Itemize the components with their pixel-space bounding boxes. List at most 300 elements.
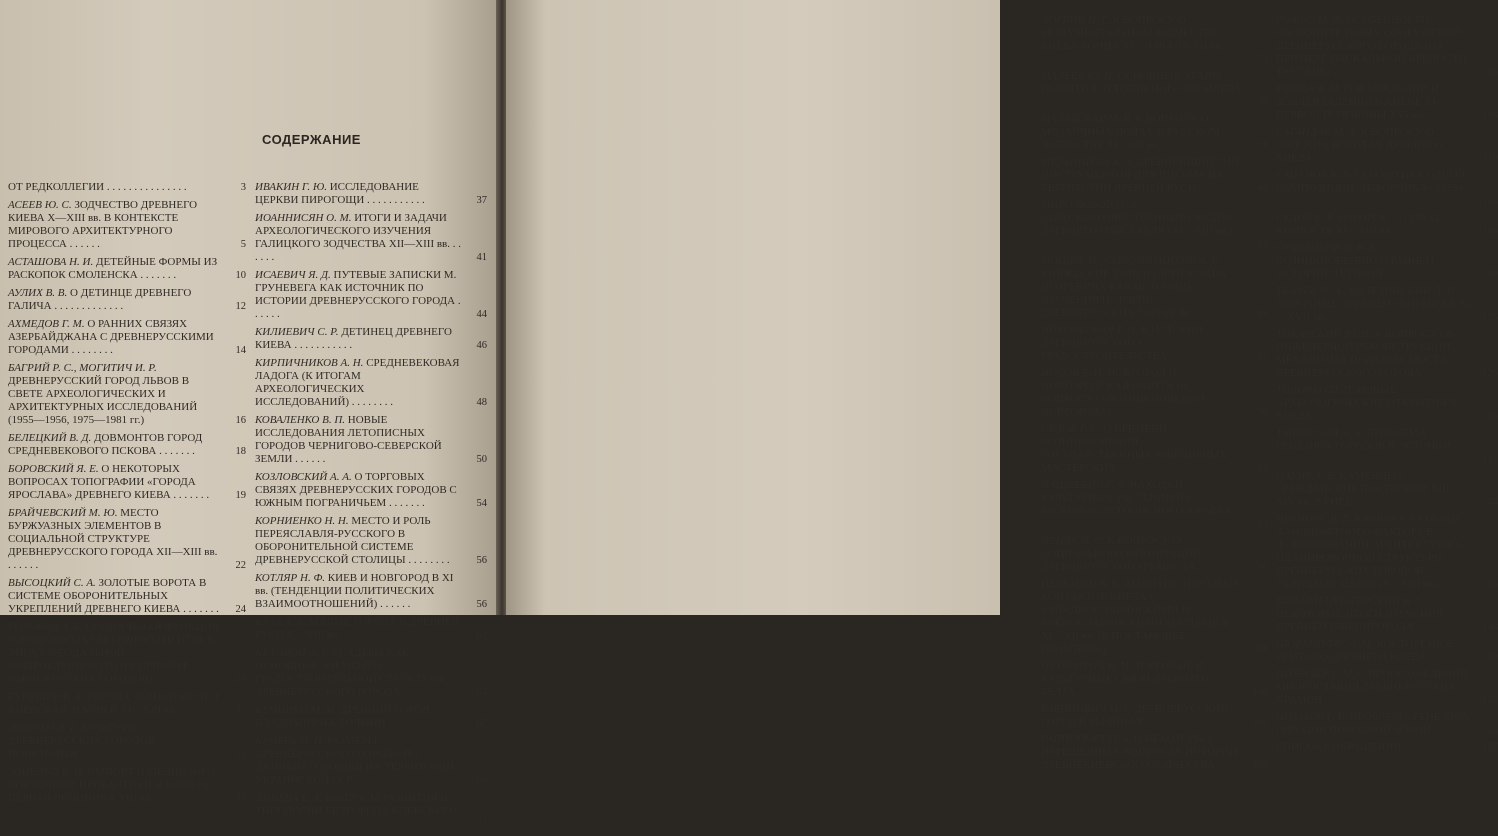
toc-entry [255,212,487,264]
toc-entry-text [1276,169,1472,208]
toc-entry-page-number: 116 [1482,226,1498,237]
toc-entry-page-number: 98 [1257,644,1268,655]
toc-entry-page-number: 152 [1482,695,1498,706]
toc-entry-author: ПАШКЕВИЧ Г. А. [1041,479,1127,491]
toc-entry-title: К ВОПРОСУ О СОЦИАЛЬНОЙ ОРГАНИЗАЦИИ ДРЕВНЕРУССКОГО РЕМЕСЛА . . . . . . . [1041,535,1234,573]
toc-entry-page-number: 148 [1482,622,1498,633]
toc-entry-page-number: 108 [1482,110,1498,121]
toc-entry [1276,14,1498,79]
page-title: СОДЕРЖАНИЕ [262,132,361,147]
toc-entry-author: КУТОВОЙ А. Г. [255,647,329,659]
toc-entry-page-number: 22 [235,560,246,571]
toc-entry-page-number: 10 [235,270,246,281]
toc-entry-text [1276,83,1472,122]
toc-entry-text [255,704,461,730]
toc-entry-author: КУЧИНКО М. М. [255,704,338,716]
toc-entry-text [1276,668,1472,707]
toc-entry-title: НЕКОТОРЫЕ ИТОГИ ИЗУЧЕНИЯ ДРЕВНЕГО ЗВЕНИГОРОДА . . . . . [1276,608,1443,633]
toc-entry-page-number: 87 [1257,351,1268,362]
toc-entry [1041,660,1268,699]
toc-entry-page-number: 154 [1482,725,1498,736]
toc-entry-title: ОТ РЕДКОЛЛЕГИИ . . . . . . . . . . . . . . . [8,181,187,193]
toc-entry-title: К ВОПРОСУ О МОНУМЕНТАЛЬНОМ ЗОДЧЕСТВЕ КИЕВА КОНЦА XI—НАЧАЛА XII вв. . . . . . . [1041,14,1240,65]
toc-entry-author: ГУРЕВИЧ Ф. Д. [8,691,85,703]
toc-entry-author: КОВАЛЕНКО В. П. [255,414,346,426]
toc-entry [1041,535,1268,574]
toc-entry-page-number: 56 [476,555,487,566]
toc-entry-title: СЕЛЬСКОХОЗЯЙСТВЕННЫЕ ОРУДИЯ ДРЕВНЕГО ИЗЯСЛАВЛЯ (XI—XIII вв.) . . . . . . . [1041,212,1238,250]
toc-entry-title: НОВГОРОД И НОВГОРОДСКАЯ ОКРУГА (К ВОПРОСУ О ВОЗНИКНОВЕНИИ НОВГОРОДА) . . . . . . [1041,367,1205,418]
toc-entry-text [1041,14,1242,66]
toc-entry-page-number: 90 [1257,407,1268,418]
right-page [506,0,1498,771]
toc-entry-page-number: 48 [476,397,487,408]
toc-entry [1041,703,1268,729]
toc-entry-text [1276,212,1472,238]
toc-entry-title: ПУТЕВЫЕ ЗАПИСКИ М. ГРУНЕВЕГА КАК ИСТОЧНИК ПО ИСТОРИИ ДРЕВНЕРУССКОГО ГОРОДА . . . . . . [255,269,461,320]
toc-entry-title: ПРОБЛЕМА ГЕНЕЗИСА ГОРОДОВ ПОЛОЦКОЙ ЗЕМЛИ . . . . . [1276,711,1469,736]
toc-entry-text [1041,479,1242,531]
toc-entry-title: ОСОБЕННОСТИ ОБОРОНИТЕЛЬНЫХ СООРУЖЕНИЙ ДРЕВНЕРУССКОГО ГОРОДА (НА ПРИМЕРЕ ПАСКАЛЬНОЙ КРЕПОСТИ ТУСТАНЬ) . . . . [1276,14,1467,78]
toc-entry-text [8,181,220,194]
toc-entry-title: ЗОЛОТЫЕ ВОРОТА В СИСТЕМЕ ОБОРОНИТЕЛЬНЫХ УКРЕПЛЕНИЙ ДРЕВНЕГО КИЕВА . . . . . . . [8,577,219,615]
toc-entry-author: ШОВКОПЛЯС А. М. [1276,638,1374,650]
toc-entry-title: КОСТОРЕЗНОЕ РЕМЕСЛО ДРЕВНЕГО КИЕВА . . . . . [1276,638,1455,663]
toc-entry-page-number: 94 [1257,519,1268,530]
toc-entry-author: АСЕЕВ Ю. С. [8,199,72,211]
toc-entry [1276,285,1498,324]
toc-entry-author: АХМЕДОВ Г. М. [8,318,85,330]
toc-entry-text [1276,741,1472,754]
toc-entry-author: ЗОЦЕНКО В. Н. [8,766,85,778]
toc-entry-text [1276,14,1472,79]
toc-entry-page-number: 96 [1257,562,1268,573]
toc-entry-title: ДОВМОНТОВ ГОРОД СРЕДНЕВЕКОВОГО ПСКОВА . . . . . . . [8,432,203,457]
toc-entry-author: МЕДЫНЦЕВА А. А. [1041,156,1134,168]
toc-entry-page-number: 14 [235,345,246,356]
toc-entry-author: МИРОЛЮБОВ М. А. [1041,199,1140,211]
toc-entry-author: АУЛИХ В. В. [8,287,68,299]
toc-entry-author: ПЕРХАВКО В. Б. [1041,578,1121,590]
toc-entry-text [1276,470,1472,509]
toc-entry-title: К ИСТОРИИ ДРЕВНЕРУССКОГО ГРАДОСТРОИТЕЛЬСТВА . . . . . [1041,324,1203,362]
toc-entry-page-number: 61 [476,630,487,641]
toc-entry-author: РАБИНОВИЧ М. Г. [1041,703,1132,715]
toc-entry-text [255,471,461,510]
toc-entry-author: ШЕКОМЕЦЕВ-ТЕРСКИЙ В. С. [1276,595,1425,607]
toc-entry-author: ЦАУНЕ А. В. [1276,470,1337,482]
toc-entry-title: СОЦИАЛЬНАЯ ФУНКЦИЯ ГОРОДСКОГО КУЛЬТУРНОГО ЦЕНТРА В ЭПОХУ ФЕОДАЛЬНОЙ РАЗДРОБЛЕННОСТИ (НА ПРИМЕРЕ ЮЖНОРУССКИХ ГОРОДОВ) . . . . . . [8,621,219,685]
toc-entry-text [1276,638,1472,664]
toc-entry-text [1041,156,1242,195]
toc-entry-page-number: 37 [476,195,487,206]
toc-entry-text [1276,595,1472,634]
toc-entry-page-number: 110 [1482,153,1498,164]
toc-entry-title: СПИСОК СОКРАЩЕНИЙ . . . . . . . . . . . [1276,741,1463,753]
toc-entry-author: ПЕТЕГИРИЧ В. М. [1041,660,1132,672]
toc-entry-title: ДЕТЕЙНЫЕ ФОРМЫ ИЗ РАСКОПОК СМОЛЕНСКА . . . . . . . [8,256,218,281]
toc-entry-title: ИМПОРТ ИЗДЕЛИЙ ЮГО-ВОСТОЧНОЙ ПРИБАЛТИКИ В КИЕВ (X—ПЕРВАЯ ПОЛОВИНА XIII вв.) . . . . . [8,766,220,804]
toc-entry-text [1041,578,1242,656]
toc-entry-text [8,507,220,572]
toc-entry [1276,668,1498,707]
toc-entry-text [1041,535,1242,574]
toc-entry [1041,578,1268,656]
toc-entry-title: ДЕТИНЕЦ ДРЕВНЕГО КИЕВА . . . . . . . . . . . [255,326,452,351]
toc-entry-author: ШТЫХОВ Г. В. [1276,711,1348,723]
toc-entry-title: О НЕКОТОРЫХ НЕРЕШЕННЫХ ВОПРОСАХ ИСТОРИИ ДРЕВНЕКИЕВСКОГО ЗОДЧЕСТВА . . . . [1041,733,1238,771]
toc-entry-page-number: 80 [1257,183,1268,194]
toc-entry-title: ПРОБЛЕМА ГЕНЕЗИСА ГОРОДОВ В ЭСТОНИИ . . . . . [1276,427,1468,465]
toc-entry-title: ТОРГОВЫЕ И КУЛЬТУРНЫЕ СВЯЗИ ДРЕВНЕГО БЕЛЗА . . . . . [1041,660,1210,698]
toc-entry-title: ОСНОВНЫЕ ЭТАПЫ РАЗВИТИЯ ЛЕТОПИСНОГО ВАСИЛЕВА . . . . . [1041,70,1242,108]
toc-entry [1276,126,1498,165]
toc-entry-page-number: 12 [235,301,246,312]
toc-entry-title: РАЗВИТИЕ ТОРГОВЫХ КОНТАКТОВ КИЕВА С ЗАПАДНОСЛАВЯНСКИМИ И ЮЖНОСЛАВЯНСКИМИ ЗЕМЛЯМИ В XI—XII вв. (К ПОСТАНОВКЕ ПРОБЛЕМЫ) . . . . . [1041,578,1241,655]
toc-entry [1041,156,1268,195]
toc-entry [255,735,487,787]
toc-entry-author: РАППОПОРТ П. А. [1041,733,1132,745]
toc-entry-author: РОЖКО М. Ф. [1276,14,1344,26]
toc-entry-page-number: 67 [476,718,487,729]
toc-entry-author: ЛИНЕВА Е. А. [255,792,323,804]
toc-entry-title: ИССЛЕДОВАНИЕ ЦЕРКВИ ПИРОГОЩИ . . . . . . . . . . . [255,181,425,206]
toc-entry-author: ТКАЧЕВ М. А., КОЛЕДИНСКИЙ Л. В. [1276,285,1457,297]
toc-entry-author: ИВАКИН Г. Ю. [255,181,327,193]
toc-column-left-1 [8,181,246,810]
toc-entry-title: О ТОРГОВЫХ СВЯЗЯХ ДРЕВНЕРУССКИХ ГОРОДОВ С ЮЖНЫМ ПОГРАНИЧЬЕМ . . . . . . . [255,471,457,509]
toc-entry-text [255,792,461,831]
toc-entry-text [1041,423,1242,475]
toc-entry [1276,328,1498,380]
toc-entry [8,507,246,572]
toc-entry-text [8,256,220,282]
toc-entry-author: ТОКАРСКИЙ Ю. Н. [1276,328,1372,340]
toc-entry [1041,324,1268,363]
toc-entry-title: МЕСТО И РОЛЬ ПЕРЕЯСЛАВЛЯ-РУССКОГО В ОБОРОНИТЕЛЬНОЙ СИСТЕМЕ ДРЕВНЕРУССКОЙ СТОЛИЦЫ . . . . . . . . [255,515,450,566]
toc-entry-page-number: 114 [1482,196,1498,207]
toc-entry [255,471,487,510]
toc-entry-title: РАЗМЕРЫ ДРЕВНЕРУССКОГО ГОРОДА ПО ДАННЫМ ГОРОДИЩ НА ТЕРРИТОРИИ УКРАИНСКОЙ ССР . . . . . [255,735,455,786]
toc-entry-page-number: 78 [1257,140,1268,151]
toc-entry-text [8,463,220,502]
toc-entry-text [1276,126,1472,165]
toc-entry-title: СРЕДНЕВЕКОВАЯ ЛАДОГА (К ИТОГАМ АРХЕОЛОГИЧЕСКИХ ИССЛЕДОВАНИЙ) . . . . . . . . [255,357,460,408]
toc-entry-text [255,572,461,611]
toc-entry-author: ОРЛОВ Р. С. [1041,423,1101,435]
toc-entry [255,181,487,207]
toc-entry-page-number: 50 [476,454,487,465]
toc-entry [1276,741,1498,754]
toc-entry-page-number: 16 [235,415,246,426]
toc-entry-title: КУЛЬТУРА ДРЕВНЕРУССКИХ ГОРОДОВ ПОНЕМАНЬЯ . . . . . . . [8,722,156,760]
toc-entry [1276,711,1498,737]
toc-entry-page-number: 44 [476,309,487,320]
toc-entry-text [1041,70,1242,109]
toc-entry-author: НОСОВ Е. Н. [1041,367,1105,379]
toc-entry [255,616,487,642]
toc-entry-page-number: 106 [1482,67,1498,78]
toc-entry-author: НИКОЛЬСКАЯ Т. Н. [1041,324,1139,336]
toc-entry-title: НОВЫЕ ИССЛЕДОВАНИЯ ЛЕТОПИСНЫХ ГОРОДОВ ЧЕРНИГОВО-СЕВЕРСКОЙ ЗЕМЛИ . . . . . . [255,414,442,465]
toc-entry-page-number: 128 [1482,411,1498,422]
toc-entry-page-number: 157 [1482,742,1498,753]
toc-entry-text [255,326,461,352]
toc-entry [1041,113,1268,152]
toc-entry [8,199,246,251]
toc-entry-title: УСАДЬБЫ КАК ОСНОВНЫЕ ЭЛЕМЕНТЫ ГРАДОСТРОИТЕЛЬНОЙ СТРУКТУРЫ ДРЕВНЕРУССКОГО ГОРОДА . . . . . [255,647,445,698]
toc-entry-title: ЗОДЧЕСТВО ДРЕВНЕГО КИЕВА X—XIII вв. В КОНТЕКСТЕ МИРОВОГО АРХИТЕКТУРНОГО ПРОЦЕССА . . . . . . [8,199,198,250]
toc-entry-author: ЗВЕРУГО Я. Г. [8,722,78,734]
toc-entry-author: БАГРИЙ Р. С., МОГИТИЧ И. Р. [8,362,157,374]
toc-entry-page-number: 120 [1482,269,1498,280]
toc-entry-text [255,735,461,787]
toc-entry-title: К ВОПРОСУ О ЛЯДСКИХ ВОРОТАХ ДРЕВНЕГО КИЕВА . . . . . [1276,126,1443,164]
toc-entry [255,357,487,409]
left-page [0,0,498,830]
toc-entry-page-number: 69 [476,775,487,786]
toc-entry-text [1041,113,1242,152]
toc-entry-text [1276,328,1472,380]
toc-entry-page-number: 46 [476,340,487,351]
toc-entry-text [255,181,461,207]
toc-entry-page-number: 72 [476,819,487,830]
toc-entry-page-number: 65 [476,687,487,698]
toc-entry-title: К ВОПРОСУ О МОЗАИЧНЫХ ПОЛАХ В РУССКОМ ЗОДЧЕСТВЕ XI—XII вв. . . . . . . [1041,113,1221,151]
toc-entry-text [8,766,220,805]
toc-entry-title: О НЕКОТОРЫХ ВОПРОСАХ ТОПОГРАФИИ «ГОРОДА ЯРОСЛАВА» ДРЕВНЕГО КИЕВА . . . . . . . [8,463,210,501]
toc-entry-title: ДРЕВНЕРУССКИЙ ГОРОД ЛЬВОВ В СВЕТЕ АРХЕОЛОГИЧЕСКИХ И АРХИТЕКТУРНЫХ ИССЛЕДОВАНИЙ (1955—1956, 1975—1981 гг.) [8,375,198,426]
toc-entry-author: КОРНИЕНКО Н. Н. [255,515,349,527]
toc-entry [255,647,487,699]
toc-entry-author: БОРОВСКИЙ Я. Е. [8,463,99,475]
toc-entry [1276,427,1498,466]
toc-entry-text [8,318,220,357]
toc-entry-author: БЕЛЕЦКИЙ В. Д. [8,432,92,444]
toc-entry [255,704,487,730]
toc-entry-page-number: 74 [1257,54,1268,65]
toc-entry-text [8,722,220,761]
toc-entry-page-number: 123 [1482,312,1498,323]
toc-entry [1276,470,1498,509]
toc-entry-text [1041,703,1242,729]
toc-entry [1041,14,1268,66]
toc-entry [1276,212,1498,238]
toc-entry-author: ИСАЕВИЧ Я. Д. [255,269,331,281]
toc-entry-text [1041,660,1242,699]
toc-entry-text [8,691,220,717]
toc-entry-text [1276,427,1472,466]
toc-entry-text [1041,733,1242,772]
toc-entry-title: СЕМАНТИКА ОДНОЙ КОМПОЗИЦИИ «ИЗБОРНИКА» 1073 г. . . . . [1276,169,1472,207]
toc-entry-page-number: 84 [1257,308,1268,319]
toc-entry-author: МАЛЕВСКАЯ М. В. [1041,113,1133,125]
toc-entry-author: КУЗА А. В. [255,616,307,628]
toc-entry [8,287,246,313]
toc-entry [1276,595,1498,634]
toc-entry-author: СЕДОВ В. В. [1276,212,1337,224]
toc-entry-text [8,287,220,313]
toc-entry-title: ВОПРОСЫ РАЗВИТИЯ И ТИПОЛОГИИ БЕЛГОРОДА КИЕВСКОГО . . . . . [255,792,458,830]
toc-entry-page-number: 146 [1482,579,1498,590]
toc-entry [8,691,246,717]
toc-entry [255,515,487,567]
toc-entry [8,463,246,502]
toc-column-left-2 [255,181,487,836]
toc-entry-text [255,647,461,699]
toc-entry-title: МЕСТО БУРЖУАЗНЫХ ЭЛЕМЕНТОВ В СОЦИАЛЬНОЙ СТРУКТУРЕ ДРЕВНЕРУССКОГО ГОРОДА XII—XIII вв. . . . . . . [8,507,218,571]
toc-entry-author: ВЫСОЦКИЙ С. А. [8,577,96,589]
toc-entry-text [8,362,220,427]
toc-entry-page-number: 19 [235,490,246,501]
toc-entry-page-number: 29 [235,674,246,685]
toc-entry-author: ТЫНИССОН Э. Э. [1276,427,1364,439]
toc-entry-text [8,577,220,616]
toc-entry [8,318,246,357]
toc-entry-page-number: 56 [476,599,487,610]
toc-entry-title: ДРЕВНЕЙШИЙ ТИП ИНСТРУМЕНТОВ ДЛЯ ПИСЬМА НА ТЕРРИТОРИИ ДРЕВНЕЙ РУСИ . . . . . [1041,156,1239,194]
toc-entry [255,792,487,831]
toc-entry-text [255,616,461,642]
toc-entry-page-number: 76 [1257,97,1268,108]
toc-entry-author: ПЕНЯК П. С. [1041,535,1105,547]
toc-column-right-2 [1276,14,1498,758]
toc-entry-page-number: 100 [1252,687,1268,698]
toc-entry [8,766,246,805]
toc-entry [255,572,487,611]
toc-entry-text [1276,285,1472,324]
toc-entry-title: КНЯЖЕСКИЕ ТАМГИ СВЯТОСЛАВА ИГОРЕВИЧА КАК ИСТОЧНИК ИЗУЧЕНИЯ ИСТОРИИ ДРЕВНЕРУССКИХ ГОРОДОВ . . . . . [1041,268,1227,319]
toc-entry-text [8,621,220,686]
toc-entry [8,256,246,282]
toc-column-right-1 [1041,14,1268,776]
toc-entry-author: ЧЕРНОУС В. Е. [1276,513,1352,525]
toc-entry-author: БРАЙЧЕВСКИЙ М. Ю. [8,507,118,519]
toc-entry-title: К ВОПРОСУ ОБ ИНЖЕНЕРНОЙ РЕКОНСТРУКЦИИ МЕХАНИЗМА ПОДЪЕМА МОСТА ДРЕВНЕРУССКОГО ГОРОДА . . . . . [1276,328,1455,379]
toc-entry-text [255,414,461,466]
toc-entry [1041,70,1268,109]
toc-entry-title: ИТОГИ И ЗАДАЧИ АРХЕОЛОГИЧЕСКОГО ИЗУЧЕНИЯ ГАЛИЦКОГО ЗОДЧЕСТВА XII—XIII вв. . . . . . . [255,212,462,263]
toc-entry [1041,733,1268,772]
toc-entry-author: ЛОГВИН Н. Г. [1041,14,1110,26]
toc-entry-page-number: 126 [1482,368,1498,379]
toc-entry-text [1041,324,1242,363]
toc-entry-page-number: 18 [235,446,246,457]
toc-entry-page-number: 144 [1482,497,1498,508]
toc-entry-author: МОЦЯ А. П., СЫРОМЯТНИКОВ А. К. [1041,255,1221,267]
toc-entry-text [1041,367,1242,419]
toc-entry-author: СУХОБОКОВ О. В. [1276,242,1367,254]
toc-entry-author: КИРПИЧНИКОВ А. Н. [255,357,364,369]
toc-entry [1041,255,1268,320]
toc-entry [1041,479,1268,531]
toc-entry-title: О ПРОИСХОЖДЕНИИ МНОГОГЛАВИЯ ДРЕВНЕРУССКИХ ХРАМОВ . . . . . . [1276,668,1468,706]
toc-entry-author: РЫЧКА В. М. [1276,83,1341,95]
toc-entry-text [255,515,461,567]
toc-entry-author: КОЗЛОВСКИЙ А. А. [255,471,352,483]
toc-entry-title: ДРЕВНИЙ ГОРОД ВЛАДИМИР НА ВОЛЫНИ . . . . . . . . . [255,704,436,729]
toc-entry [8,432,246,458]
toc-entry [8,362,246,427]
toc-entry-text [255,357,461,409]
toc-entry-title: НОВЫЕ АРХЕОЛОГИЧЕСКИЕ ОТКРЫТИЯ В КИЕВЕ . . . . . [1276,384,1457,422]
toc-entry-page-number: 103 [1252,717,1268,728]
toc-entry [255,326,487,352]
toc-entry-page-number: 33 [235,749,246,760]
toc-entry-page-number: 5 [240,239,246,250]
toc-entry-author: МАЛЕЕВ Ю. Н. [1041,70,1115,82]
toc-entry-text [8,432,220,458]
toc-entry-text [1041,255,1242,320]
toc-entry [1041,367,1268,419]
toc-entry-title: К ВОПРОСУ О РОЛИ ЛАНДШАФТНОГО ФАКТОРА В ФОРМИРОВАНИИ АРХИТЕКТУРНО-ПЛАНИРОВОЧНОЙ СТРУКТУРЫ ДРЕВНЕРУССКИХ ГОРОДОВ ГАЛИЦКОЙ ЗЕМЛИ (X—XIII вв.) . . . [1276,513,1463,590]
toc-entry [8,181,246,194]
toc-entry-page-number: 3 [240,182,246,193]
toc-entry-text [1276,513,1472,591]
toc-entry-page-number: 41 [476,252,487,263]
toc-entry-text [1276,384,1472,423]
toc-entry-title: ИЗБОРСК — ГОРОД-КРЕПОСТЬ XI—XIII вв. . . . . . [1276,212,1443,237]
toc-entry-title: ПОРОЧНЫЕ ДРЕВНЕГО ВИТЕБСКА XI—XVII вв. . . . . . [1276,298,1472,323]
toc-entry-text [8,199,220,251]
toc-entry-page-number: 31 [235,705,246,716]
toc-entry-author: ТОЛОЧКО П. П. [1276,384,1354,396]
toc-entry-author: ИОАННИСЯН О. М. [255,212,352,224]
toc-entry-title: КАМЕННЫЕ ГРАЖДАНСКИЕ ПОСТРОЙКИ XIII—XIV вв. В РИГЕ . . . . [1276,470,1461,508]
toc-entry-author: САПУНОВ Б. В. [1276,169,1352,181]
toc-entry-page-number: 149 [1482,652,1498,663]
toc-entry [255,269,487,321]
toc-entry [8,577,246,616]
toc-entry-author: САГАЙДАК М. А. [1276,126,1358,138]
toc-entry-text [255,212,461,264]
toc-entry-page-number: 105 [1252,760,1268,771]
toc-entry-title: ДРЕВНЕРУССКИЙ ГОРОД В БЫЛИНАХ . . . . . . . . [1041,703,1229,728]
toc-entry-author: КИЛИЕВИЧ С. Р. [255,326,339,338]
toc-entry-page-number: 82 [1257,239,1268,250]
toc-entry-title: О ВРЕМЕНИ ВОЗНИКНОВЕНИЯ ГОСУДАРСТВЕННЫХ ЮВЕЛИРНЫХ МАСТЕРСКИХ . . . . . . . [1041,423,1228,474]
toc-entry-page-number: 24 [235,604,246,615]
toc-entry-title: НАХОДКИ КУЛЬТУРНЫХ РАСТЕНИЙ ИЗ РАСКОПОК ЛЕТОПИСНОГО ЮРЬЕВА . . . . . . [1041,479,1237,530]
toc-entry-title: О ДЕТИНЦЕ ДРЕВНЕГО ГАЛИЧА . . . . . . . . . . . . . [8,287,192,312]
toc-entry-text [1276,711,1472,737]
toc-entry [8,722,246,761]
toc-entry-author: КОТЛЯР Н. Ф. [255,572,326,584]
toc-entry [1041,423,1268,475]
toc-entry-page-number: 35 [235,793,246,804]
toc-entry-text [255,269,461,321]
toc-entry [1276,242,1498,281]
toc-entry-title: КИЕВ И НОВГОРОД В XI вв. (ТЕНДЕНЦИИ ПОЛИТИЧЕСКИХ ВЗАИМООТНОШЕНИЙ) . . . . . . [255,572,454,610]
toc-entry [1276,83,1498,122]
toc-entry [1276,169,1498,208]
toc-entry [8,621,246,686]
toc-entry-title: О РАННИХ СВЯЗЯХ АЗЕРБАЙДЖАНА С ДРЕВНЕРУССКИМИ ГОРОДАМИ . . . . . . . . [8,318,214,356]
toc-entry [255,414,487,466]
toc-entry-page-number: 92 [1257,463,1268,474]
toc-entry-title: ГОРОДА ЧЕРНОЙ РУСИ И КИЕВСКАЯ ЗЕМЛЯ В XI—XIII вв. . . . . . [8,691,219,716]
toc-entry-author: КУЧЕРА М. П. [255,735,325,747]
toc-entry-title: МАЛЫЕ ГОРОДА В ДРЕВНЕЙ РУСИ X—XIII вв. . . . . . . . . . . [255,616,460,641]
toc-entry [1276,638,1498,664]
toc-entry-page-number: 131 [1482,454,1498,465]
toc-entry-author: ГОЛОВКО А. Б. [8,621,83,633]
toc-entry-title: О ЗЕМЛЕДЕЛИИ И ЗЕМЛЕВЛАДЕНИИ В КИЕВЕ XI—ПЕРВОЙ ПОЛОВИНЫ XVI вв. . . . . [1276,83,1447,121]
toc-entry-text [1041,199,1242,251]
toc-entry [1276,513,1498,591]
toc-entry-text [1276,242,1472,281]
toc-entry-page-number: 54 [476,498,487,509]
